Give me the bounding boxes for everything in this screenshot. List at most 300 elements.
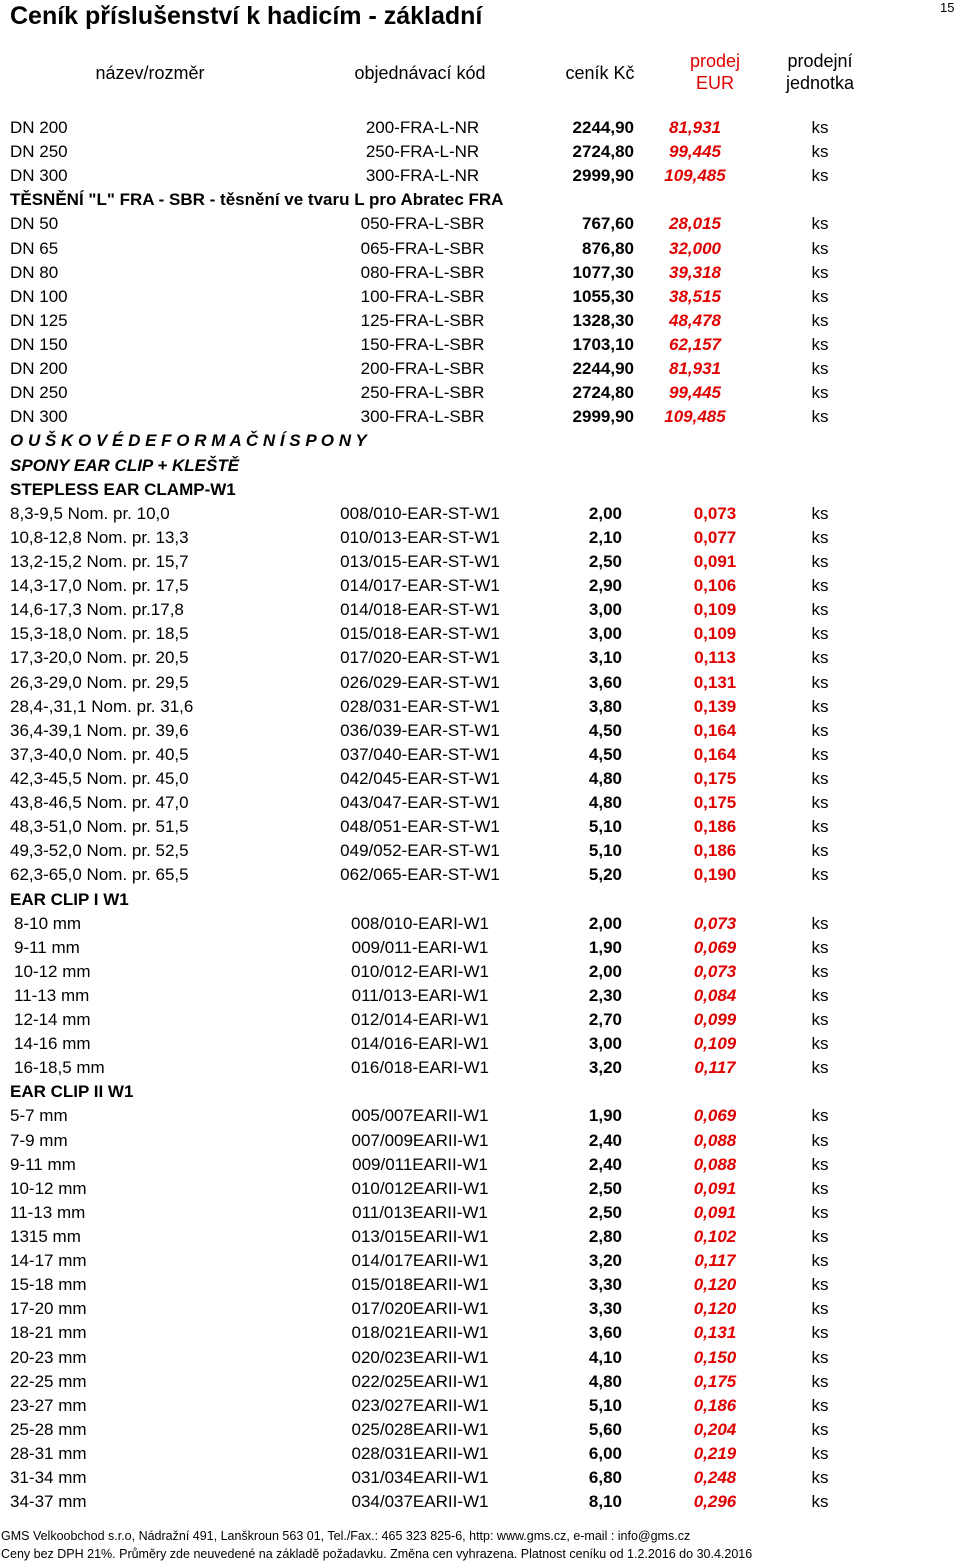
price-eur: 0,175 [693,793,737,813]
price-eur: 28,015 [669,214,721,234]
table-row [0,791,960,815]
order-code: 026/029-EAR-ST-W1 [340,672,500,692]
price-czk: 5,20 [588,865,622,885]
price-czk: 2724,80 [572,383,634,403]
price-eur: 0,099 [693,1010,737,1030]
order-code: 005/007EARII-W1 [351,1106,489,1126]
item-name: 36,4-39,1 Nom. pr. 39,6 [10,720,189,740]
price-eur: 0,186 [693,1395,737,1415]
section-heading [0,888,960,912]
sales-unit: ks [811,1395,829,1415]
price-eur: 0,186 [693,817,737,837]
price-eur: 0,186 [693,841,737,861]
sales-unit: ks [811,1251,829,1271]
column-header-price-eur-line2: EUR [695,73,734,93]
price-czk: 2,70 [588,1010,622,1030]
item-name: 14,3-17,0 Nom. pr. 17,5 [10,576,189,596]
table-row [0,502,960,526]
table-row [0,285,960,309]
item-name: DN 300 [10,407,68,427]
item-name: DN 100 [10,286,68,306]
section-heading [0,188,960,212]
order-code: 007/009EARII-W1 [351,1130,489,1150]
price-czk: 4,50 [588,720,622,740]
price-eur: 48,478 [669,310,721,330]
table-row [0,140,960,164]
footer-note: Ceny bez DPH 21%. Průměry zde neuvedené na základě požadavku. Změna cen vyhrazena. Platnost ceníku od 1.2.2016 do 30.4.2016 [1,1547,753,1561]
price-eur: 0,069 [693,1106,737,1126]
order-code: 013/015-EAR-ST-W1 [340,551,500,571]
sales-unit: ks [811,600,829,620]
table-row [0,1418,960,1442]
price-czk: 2,50 [588,551,622,571]
price-czk: 4,80 [588,1371,622,1391]
order-code: 250-FRA-L-SBR [360,383,485,403]
sales-unit: ks [811,793,829,813]
price-czk: 1328,30 [572,310,634,330]
order-code: 008/010-EARI-W1 [351,913,489,933]
sales-unit: ks [811,817,829,837]
table-row [0,815,960,839]
sales-unit: ks [811,768,829,788]
item-name: 22-25 mm [10,1371,87,1391]
price-czk: 5,10 [588,817,622,837]
sales-unit: ks [811,1106,829,1126]
sales-unit: ks [811,383,829,403]
sales-unit: ks [811,1299,829,1319]
price-czk: 3,30 [588,1275,622,1295]
sales-unit: ks [811,1444,829,1464]
sales-unit: ks [811,503,829,523]
price-eur: 0,164 [693,720,737,740]
section-heading-label: EAR CLIP II W1 [10,1082,134,1102]
price-eur: 39,318 [669,262,721,282]
order-code: 031/034EARII-W1 [351,1468,489,1488]
item-name: 20-23 mm [10,1347,87,1367]
order-code: 300-FRA-L-SBR [360,407,485,427]
order-code: 037/040-EAR-ST-W1 [340,744,500,764]
column-header-unit [760,50,880,94]
item-name: 25-28 mm [10,1419,87,1439]
sales-unit: ks [811,1492,829,1512]
order-code: 020/023EARII-W1 [351,1347,489,1367]
sales-unit: ks [811,1058,829,1078]
sales-unit: ks [811,334,829,354]
price-czk: 4,80 [588,768,622,788]
price-czk: 6,00 [588,1444,622,1464]
sales-unit: ks [811,1154,829,1174]
price-eur: 0,091 [693,1178,737,1198]
order-code: 011/013-EARI-W1 [351,985,489,1005]
order-code: 010/012EARII-W1 [351,1178,489,1198]
price-czk: 5,60 [588,1419,622,1439]
order-code: 022/025EARII-W1 [351,1371,489,1391]
sales-unit: ks [811,961,829,981]
table-row [0,1104,960,1128]
table-row [0,1201,960,1225]
price-eur: 0,117 [694,1251,736,1271]
item-name: DN 50 [10,214,59,234]
table-row [0,1442,960,1466]
item-name: 1315 mm [10,1227,81,1247]
price-czk: 2724,80 [572,142,634,162]
price-czk: 3,00 [588,600,622,620]
price-czk: 2999,90 [572,407,634,427]
item-name: 16-18,5 mm [14,1058,105,1078]
price-eur: 0,219 [693,1444,737,1464]
order-code: 028/031EARII-W1 [351,1444,489,1464]
price-eur: 0,190 [693,865,737,885]
order-code: 018/021EARII-W1 [351,1323,489,1343]
table-row [0,1249,960,1273]
order-code: 036/039-EAR-ST-W1 [340,720,500,740]
item-name: 17-20 mm [10,1299,87,1319]
table-row [0,309,960,333]
price-eur: 0,106 [693,576,737,596]
table-row [0,1008,960,1032]
item-name: 10,8-12,8 Nom. pr. 13,3 [10,527,189,547]
section-heading [0,429,960,453]
sales-unit: ks [811,166,829,186]
table-row [0,1273,960,1297]
sales-unit: ks [811,1371,829,1391]
order-code: 014/017EARII-W1 [351,1251,489,1271]
price-czk: 2,00 [588,961,622,981]
price-czk: 1077,30 [572,262,634,282]
table-row [0,912,960,936]
order-code: 010/013-EAR-ST-W1 [340,527,500,547]
sales-unit: ks [811,672,829,692]
price-eur: 0,109 [693,600,737,620]
item-name: 62,3-65,0 Nom. pr. 65,5 [10,865,189,885]
item-name: 28,4-,31,1 Nom. pr. 31,6 [10,696,194,716]
item-name: 23-27 mm [10,1395,87,1415]
table-row [0,405,960,429]
sales-unit: ks [811,359,829,379]
price-eur: 32,000 [669,238,721,258]
section-heading-label: O U Š K O V É D E F O R M A Č N Í S P O N Y [10,431,367,451]
price-eur: 0,296 [693,1492,737,1512]
price-eur: 0,120 [693,1275,737,1295]
table-row [0,164,960,188]
table-row [0,1394,960,1418]
column-header-unit-line2: jednotka [785,73,855,93]
price-eur: 0,091 [693,551,737,571]
sales-unit: ks [811,262,829,282]
table-row [0,743,960,767]
price-eur: 99,445 [669,142,721,162]
sales-unit: ks [811,720,829,740]
item-name: 34-37 mm [10,1492,87,1512]
item-name: DN 150 [10,334,68,354]
order-code: 014/018-EAR-ST-W1 [340,600,500,620]
order-code: 028/031-EAR-ST-W1 [340,696,500,716]
column-header-price-czk: ceník Kč [565,63,635,83]
price-eur: 0,117 [694,1058,736,1078]
price-table [0,116,960,1514]
price-czk: 2,40 [588,1154,622,1174]
table-row [0,357,960,381]
price-czk: 3,00 [588,1034,622,1054]
item-name: 43,8-46,5 Nom. pr. 47,0 [10,793,189,813]
price-eur: 81,931 [669,359,721,379]
column-header-price-eur [660,50,770,94]
column-header-code: objednávací kód [354,63,486,83]
price-eur: 0,113 [694,648,736,668]
price-eur: 0,120 [693,1299,737,1319]
sales-unit: ks [811,407,829,427]
order-code: 025/028EARII-W1 [351,1419,489,1439]
order-code: 009/011EARII-W1 [352,1154,488,1174]
price-eur: 38,515 [669,286,721,306]
sales-unit: ks [811,1419,829,1439]
price-eur: 0,073 [693,961,737,981]
price-czk: 3,00 [588,624,622,644]
price-eur: 0,077 [693,527,737,547]
item-name: 10-12 mm [14,961,91,981]
sales-unit: ks [811,1323,829,1343]
item-name: 7-9 mm [10,1130,68,1150]
table-row [0,1153,960,1177]
order-code: 300-FRA-L-NR [365,166,480,186]
table-row [0,1225,960,1249]
sales-unit: ks [811,576,829,596]
table-row [0,1321,960,1345]
order-code: 014/016-EARI-W1 [351,1034,489,1054]
table-row [0,381,960,405]
table-row [0,1177,960,1201]
item-name: DN 80 [10,262,59,282]
price-czk: 3,30 [588,1299,622,1319]
item-name: 14,6-17,3 Nom. pr.17,8 [10,600,184,620]
item-name: 31-34 mm [10,1468,87,1488]
section-heading-label: STEPLESS EAR CLAMP-W1 [10,479,236,499]
table-row [0,237,960,261]
price-eur: 81,931 [669,118,721,137]
order-code: 150-FRA-L-SBR [360,334,485,354]
price-eur: 0,073 [693,913,737,933]
order-code: 023/027EARII-W1 [351,1395,489,1415]
order-code: 009/011-EARI-W1 [351,937,489,957]
price-czk: 2,50 [588,1202,622,1222]
table-row [0,1466,960,1490]
price-czk: 876,80 [582,238,634,258]
price-eur: 0,088 [693,1154,737,1174]
section-heading [0,478,960,502]
table-row [0,116,960,140]
order-code: 015/018EARII-W1 [351,1275,489,1295]
sales-unit: ks [811,913,829,933]
item-name: 8,3-9,5 Nom. pr. 10,0 [10,503,170,523]
sales-unit: ks [811,214,829,234]
price-czk: 6,80 [588,1468,622,1488]
sales-unit: ks [811,624,829,644]
price-czk: 1703,10 [572,334,634,354]
table-row [0,960,960,984]
item-name: 42,3-45,5 Nom. pr. 45,0 [10,768,189,788]
sales-unit: ks [811,310,829,330]
price-czk: 3,20 [588,1251,622,1271]
order-code: 065-FRA-L-SBR [360,238,485,258]
sales-unit: ks [811,1275,829,1295]
table-row [0,622,960,646]
price-czk: 3,80 [588,696,622,716]
table-row [0,1032,960,1056]
item-name: 28-31 mm [10,1444,87,1464]
price-eur: 0,150 [693,1347,737,1367]
item-name: 18-21 mm [10,1323,87,1343]
price-czk: 3,20 [588,1058,622,1078]
order-code: 200-FRA-L-NR [365,118,480,137]
order-code: 012/014-EARI-W1 [351,1010,489,1030]
price-czk: 2244,90 [572,118,634,137]
price-czk: 2,00 [588,503,622,523]
price-eur: 0,109 [693,624,737,644]
price-czk: 1,90 [588,1106,622,1126]
table-row [0,695,960,719]
price-eur: 0,102 [693,1227,737,1247]
order-code: 049/052-EAR-ST-W1 [340,841,500,861]
order-code: 017/020-EAR-ST-W1 [340,648,500,668]
order-code: 015/018-EAR-ST-W1 [340,624,500,644]
footer-contact: GMS Velkoobchod s.r.o, Nádražní 491, Lanškroun 563 01, Tel./Fax.: 465 323 825-6, http: www.gms.cz, e-mail : info@gms.cz [1,1529,691,1543]
sales-unit: ks [811,1202,829,1222]
sales-unit: ks [811,118,829,137]
item-name: DN 200 [10,359,68,379]
item-name: 15,3-18,0 Nom. pr. 18,5 [10,624,189,644]
sales-unit: ks [811,142,829,162]
item-name: DN 250 [10,383,68,403]
price-czk: 2,90 [588,576,622,596]
price-eur: 62,157 [669,334,721,354]
section-heading [0,454,960,478]
price-czk: 4,10 [588,1347,622,1367]
price-czk: 2,80 [588,1227,622,1247]
table-row [0,550,960,574]
section-heading-label: SPONY EAR CLIP + KLEŠTĚ [10,455,240,475]
section-heading-label: TĚSNĚNÍ "L" FRA - SBR - těsnění ve tvaru L pro Abratec FRA [10,190,504,210]
order-code: 042/045-EAR-ST-W1 [340,768,500,788]
item-name: 11-13 mm [14,985,90,1005]
sales-unit: ks [811,937,829,957]
item-name: 17,3-20,0 Nom. pr. 20,5 [10,648,189,668]
price-czk: 767,60 [582,214,634,234]
table-row [0,863,960,887]
table-row [0,1370,960,1394]
price-eur: 0,248 [693,1468,737,1488]
sales-unit: ks [811,1178,829,1198]
sales-unit: ks [811,1347,829,1367]
item-name: 49,3-52,0 Nom. pr. 52,5 [10,841,189,861]
table-row [0,1346,960,1370]
table-row [0,936,960,960]
price-eur: 0,091 [693,1202,737,1222]
sales-unit: ks [811,1227,829,1247]
price-eur: 0,139 [693,696,737,716]
price-eur: 0,109 [693,1034,737,1054]
order-code: 016/018-EARI-W1 [351,1058,489,1078]
price-eur: 0,204 [693,1419,737,1439]
order-code: 017/020EARII-W1 [351,1299,489,1319]
order-code: 013/015EARII-W1 [351,1227,489,1247]
sales-unit: ks [811,985,829,1005]
item-name: 8-10 mm [14,913,82,933]
price-czk: 5,10 [588,1395,622,1415]
item-name: DN 300 [10,166,68,186]
table-row [0,671,960,695]
sales-unit: ks [811,744,829,764]
price-eur: 0,175 [693,768,737,788]
item-name: 13,2-15,2 Nom. pr. 15,7 [10,551,189,571]
table-row [0,767,960,791]
price-eur: 0,164 [693,744,737,764]
item-name: 14-17 mm [10,1251,87,1271]
price-eur: 109,485 [664,407,726,427]
column-header-name: název/rozměr [95,63,205,83]
item-name: DN 200 [10,118,68,137]
price-eur: 99,445 [669,383,721,403]
order-code: 010/012-EARI-W1 [351,961,489,981]
price-czk: 8,10 [588,1492,622,1512]
order-code: 011/013EARII-W1 [352,1202,488,1222]
item-name: 14-16 mm [14,1034,91,1054]
price-czk: 2,40 [588,1130,622,1150]
sales-unit: ks [811,648,829,668]
sales-unit: ks [811,551,829,571]
table-row [0,261,960,285]
table-row [0,598,960,622]
column-header-unit-line1: prodejní [787,51,853,71]
order-code: 043/047-EAR-ST-W1 [340,793,500,813]
item-name: 26,3-29,0 Nom. pr. 29,5 [10,672,189,692]
price-czk: 3,60 [588,1323,622,1343]
order-code: 250-FRA-L-NR [365,142,480,162]
item-name: 10-12 mm [10,1178,87,1198]
table-row [0,719,960,743]
order-code: 048/051-EAR-ST-W1 [340,817,500,837]
column-header-price-eur-line1: prodej [689,51,741,71]
table-row [0,984,960,1008]
sales-unit: ks [811,527,829,547]
order-code: 062/065-EAR-ST-W1 [340,865,500,885]
sales-unit: ks [811,238,829,258]
item-name: 5-7 mm [10,1106,68,1126]
item-name: 11-13 mm [10,1202,86,1222]
table-row [0,1490,960,1514]
price-czk: 1055,30 [572,286,634,306]
item-name: 9-11 mm [10,1154,76,1174]
table-row [0,526,960,550]
price-eur: 0,073 [693,503,737,523]
sales-unit: ks [811,1034,829,1054]
price-czk: 5,10 [588,841,622,861]
item-name: DN 65 [10,238,59,258]
price-czk: 3,10 [588,648,622,668]
price-eur: 0,131 [693,1323,737,1343]
price-czk: 4,50 [588,744,622,764]
table-row [0,574,960,598]
price-czk: 2,30 [588,985,622,1005]
section-heading [0,1080,960,1104]
price-eur: 0,088 [693,1130,737,1150]
table-row [0,333,960,357]
price-eur: 0,175 [693,1371,737,1391]
table-row [0,212,960,236]
table-row [0,839,960,863]
order-code: 050-FRA-L-SBR [360,214,485,234]
item-name: 12-14 mm [14,1010,91,1030]
order-code: 200-FRA-L-SBR [360,359,485,379]
